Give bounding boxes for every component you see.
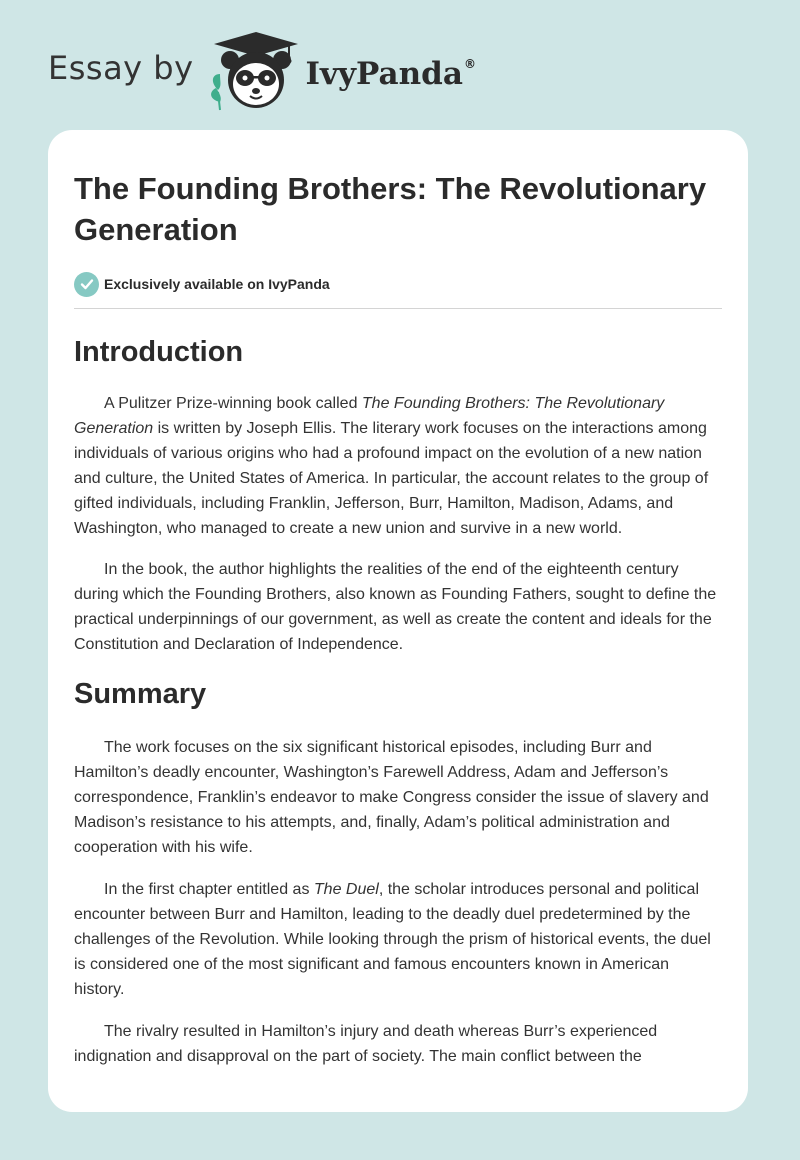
checkmark-icon (74, 272, 99, 297)
divider (74, 308, 722, 309)
essay-card (48, 130, 748, 1112)
paragraph: In the book, the author highlights the realities of the end of the eighteenth century during which the Founding Brothers, also known as Founding Fathers, sought to define the practical underpinnings of our government, as well as create the content and ideals for the Constitution and Declaration of Independence. (74, 561, 717, 653)
paragraph: A Pulitzer Prize-winning book called The Founding Brothers: The Revolutionary Generation is written by Joseph Ellis. The literary work focuses on the interactions among individuals of various origins who had a profound impact on the evolution of a new nation and culture, the United States of America. In particular, the account relates to the group of gifted individuals, including Franklin, Jefferson, Burr, Hamilton, Madison, Adams, and Washington, who managed to create a new union and survive in a new world. (74, 395, 709, 537)
exclusive-label: Exclusively available on IvyPanda (104, 276, 330, 292)
brand-prefix: Essay by (48, 49, 194, 87)
section-heading-introduction: Introduction (74, 336, 244, 368)
page-title: The Founding Brothers: The Revolutionary Generation (74, 171, 707, 247)
brand-header (48, 30, 476, 112)
paragraph: In the first chapter entitled as The Duel, the scholar introduces personal and political encounter between Burr and Hamilton, leading to the deadly duel predetermined by the challenges of the Revolution. While looking through the prism of historical events, the duel is considered one of the most significant and famous encounters known in American history. (74, 881, 711, 998)
paragraph: The rivalry resulted in Hamilton’s injury and death whereas Burr’s experienced indignation and disapproval on the part of society. The main conflict between the (74, 1023, 658, 1065)
exclusive-badge (74, 270, 722, 298)
brand-name-text: IvyPanda (305, 56, 463, 92)
brand-name[interactable] (306, 56, 476, 92)
section-heading-summary: Summary (74, 678, 207, 710)
panda-logo-icon[interactable] (208, 30, 304, 112)
paragraph: The work focuses on the six significant historical episodes, including Burr and Hamilton’s deadly encounter, Washington’s Farewell Address, Adam and Jefferson’s correspondence, Franklin’s endeavor to make Congress consider the issue of slavery and Madison’s resistance to his attempts, and, finally, Adam’s political administration and cooperation with his wife. (74, 739, 709, 856)
registered-mark: ® (463, 57, 476, 71)
